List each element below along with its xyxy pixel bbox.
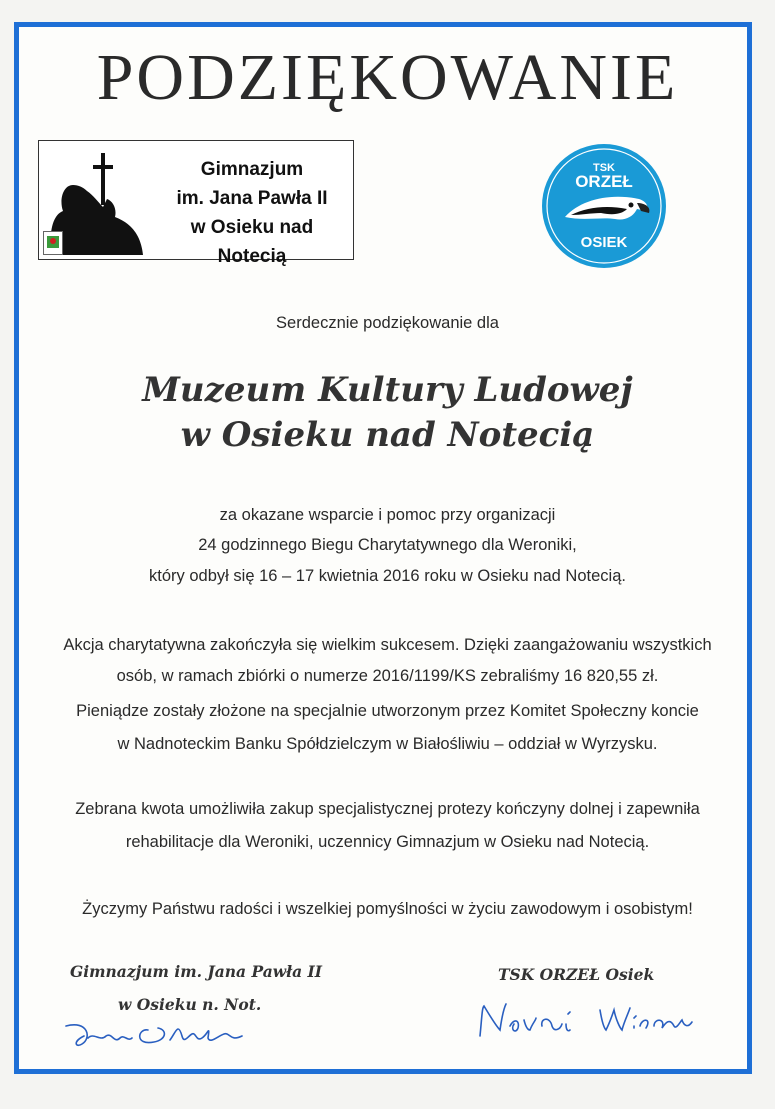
signature-left-handwriting — [58, 1012, 258, 1054]
school-logo-line2: im. Jana Pawła II — [176, 188, 328, 209]
page-title: PODZIĘKOWANIE — [96, 41, 679, 114]
signature-right-line1: TSK ORZEŁ Osiek — [498, 965, 655, 984]
intro-text: Serdecznie podziękowanie dla — [276, 314, 499, 332]
recipient-line2: w Osieku nad Notecią — [180, 415, 595, 455]
coat-of-arms-icon — [43, 231, 63, 255]
para2-line2: osób, w ramach zbiórki o numerze 2016/1199/KS zebraliśmy 16 820,55 zł. — [116, 667, 659, 685]
para3-line2: rehabilitacje dla Weroniki, uczennicy Gimnazjum w Osieku nad Notecią. — [125, 833, 650, 851]
badge-name-text: ORZEŁ — [575, 172, 633, 191]
para1-line1: za okazane wsparcie i pomoc przy organizacji — [219, 506, 556, 524]
para2-line1: Akcja charytatywna zakończyła się wielkim sukcesem. Dzięki zaangażowaniu wszystkich — [63, 636, 712, 654]
school-logo-line1: Gimnazjum — [200, 159, 304, 180]
signature-left-line1: Gimnazjum im. Jana Pawła II — [70, 962, 323, 981]
closing-text: Życzymy Państwu radości i wszelkiej pomyślności w życiu zawodowym i osobistym! — [82, 900, 693, 918]
school-logo-line3: w Osieku nad Notecią — [190, 217, 314, 267]
badge-bottom-text: OSIEK — [580, 234, 628, 251]
para2-line3: Pieniądze zostały złożone na specjalnie utworzonym przez Komitet Społeczny koncie — [76, 702, 699, 720]
tsk-orzel-badge — [541, 143, 667, 269]
para2-line4: w Nadnoteckim Banku Spółdzielczym w Białośliwiu – oddział w Wyrzysku. — [117, 735, 658, 753]
signature-left-line2: w Osieku n. Not. — [118, 995, 262, 1014]
signature-right-handwriting — [470, 996, 710, 1046]
para1-line3: który odbył się 16 – 17 kwietnia 2016 roku w Osieku nad Notecią. — [149, 567, 626, 585]
school-logo — [38, 140, 354, 267]
recipient-line1: Muzeum Kultury Ludowej — [142, 370, 633, 410]
badge-top-text: TSK — [593, 162, 615, 174]
para3-line1: Zebrana kwota umożliwiła zakup specjalistycznej protezy kończyny dolnej i zapewniła — [75, 800, 700, 818]
para1-line2: 24 godzinnego Biegu Charytatywnego dla Weroniki, — [198, 536, 577, 554]
